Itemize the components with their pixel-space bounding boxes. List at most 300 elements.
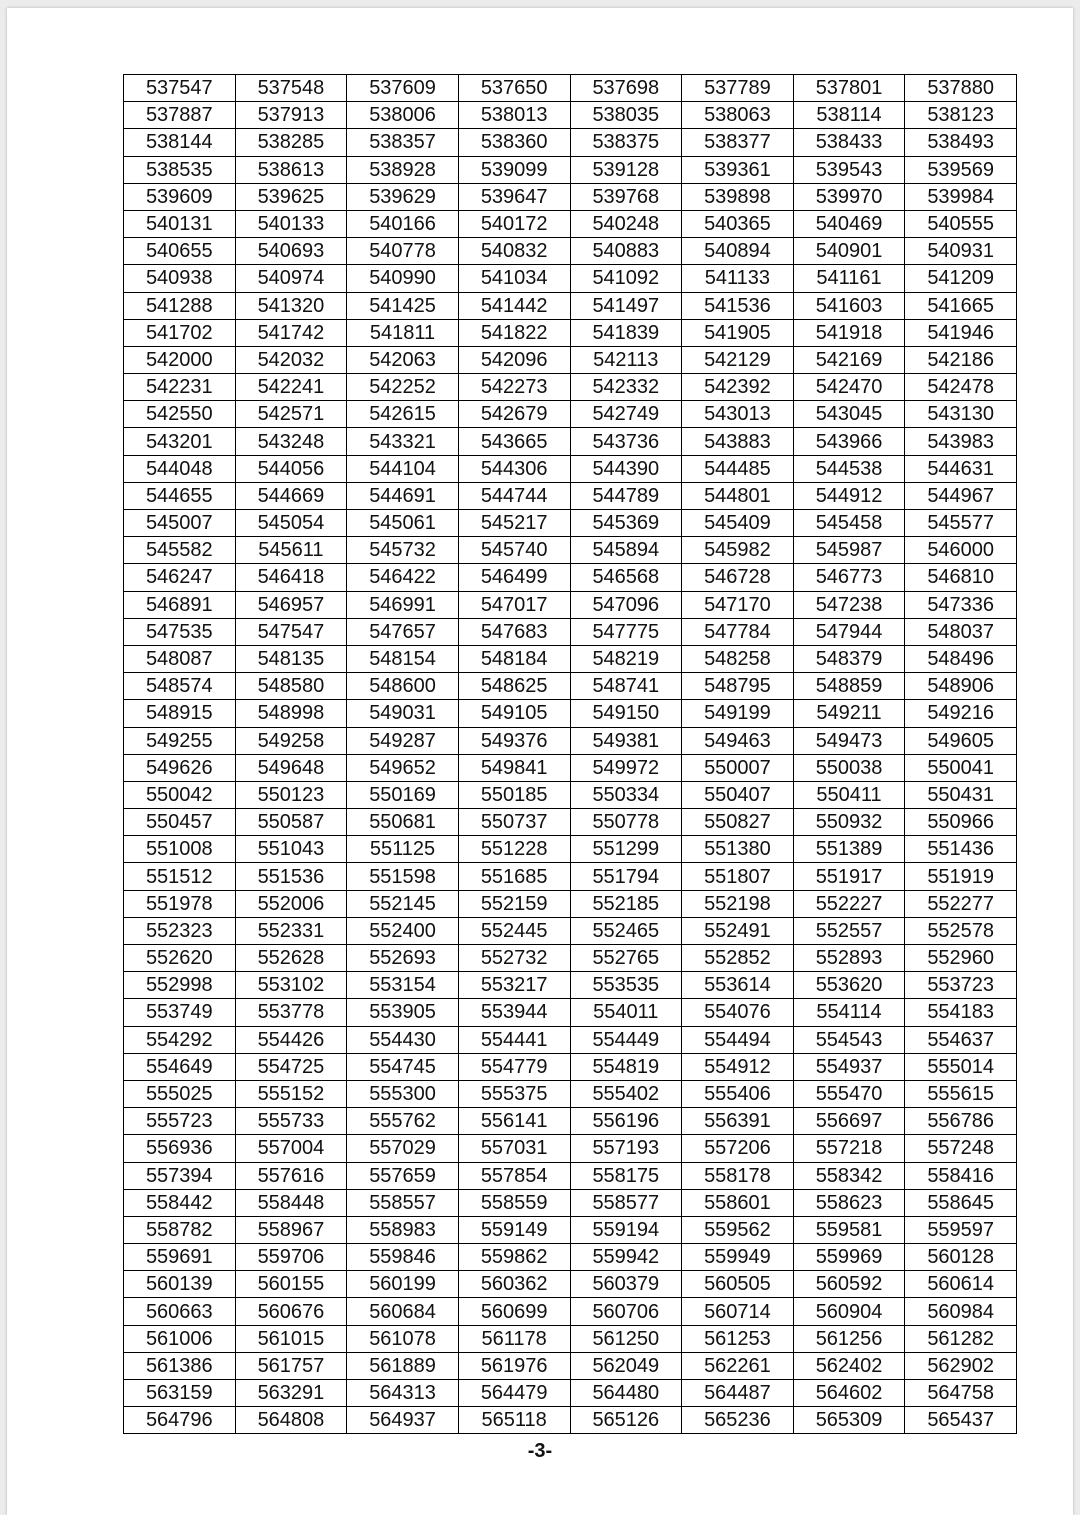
table-cell: 552277 [905, 890, 1017, 917]
table-cell: 557218 [793, 1135, 905, 1162]
table-cell: 541034 [458, 265, 570, 292]
table-cell: 554819 [570, 1053, 682, 1080]
table-cell: 550737 [458, 809, 570, 836]
table-cell: 552960 [905, 945, 1017, 972]
table-cell: 564479 [458, 1380, 570, 1407]
table-cell: 561250 [570, 1325, 682, 1352]
table-cell: 546568 [570, 564, 682, 591]
table-cell: 539984 [905, 183, 1017, 210]
table-cell: 549150 [570, 700, 682, 727]
table-cell: 545369 [570, 510, 682, 537]
table-cell: 554779 [458, 1053, 570, 1080]
table-cell: 563159 [124, 1380, 236, 1407]
table-cell: 555375 [458, 1080, 570, 1107]
table-cell: 538360 [458, 129, 570, 156]
table-cell: 548915 [124, 700, 236, 727]
table-cell: 541918 [793, 319, 905, 346]
table-cell: 561889 [347, 1352, 459, 1379]
table-cell: 537548 [235, 75, 347, 102]
table-cell: 564313 [347, 1380, 459, 1407]
table-cell: 544056 [235, 455, 347, 482]
table-cell: 546728 [682, 564, 794, 591]
table-cell: 561976 [458, 1352, 570, 1379]
table-cell: 545217 [458, 510, 570, 537]
table-cell: 548219 [570, 645, 682, 672]
table-cell: 546247 [124, 564, 236, 591]
table-cell: 542063 [347, 346, 459, 373]
table-cell: 560505 [682, 1271, 794, 1298]
table-cell: 556391 [682, 1108, 794, 1135]
table-cell: 557659 [347, 1162, 459, 1189]
table-row [124, 346, 1017, 373]
table-cell: 544631 [905, 455, 1017, 482]
table-cell: 538123 [905, 102, 1017, 129]
table-cell: 549652 [347, 754, 459, 781]
table-cell: 558645 [905, 1189, 1017, 1216]
table-cell: 550827 [682, 809, 794, 836]
table-cell: 543248 [235, 428, 347, 455]
table-row [124, 1080, 1017, 1107]
table-cell: 547336 [905, 591, 1017, 618]
table-cell: 550457 [124, 809, 236, 836]
table-cell: 549605 [905, 727, 1017, 754]
table-cell: 560362 [458, 1271, 570, 1298]
table-cell: 565437 [905, 1407, 1017, 1434]
table-cell: 551685 [458, 863, 570, 890]
table-cell: 557193 [570, 1135, 682, 1162]
table-cell: 549216 [905, 700, 1017, 727]
table-row [124, 455, 1017, 482]
table-cell: 560699 [458, 1298, 570, 1325]
table-cell: 552491 [682, 917, 794, 944]
table-cell: 554114 [793, 999, 905, 1026]
table-cell: 539569 [905, 156, 1017, 183]
table-cell: 543321 [347, 428, 459, 455]
table-cell: 550007 [682, 754, 794, 781]
table-cell: 561178 [458, 1325, 570, 1352]
table-cell: 558342 [793, 1162, 905, 1189]
table-cell: 542550 [124, 401, 236, 428]
table-row [124, 319, 1017, 346]
table-cell: 546810 [905, 564, 1017, 591]
table-row [124, 210, 1017, 237]
table-cell: 558559 [458, 1189, 570, 1216]
table-cell: 556697 [793, 1108, 905, 1135]
table-cell: 560676 [235, 1298, 347, 1325]
table-cell: 539361 [682, 156, 794, 183]
table-cell: 560155 [235, 1271, 347, 1298]
table-cell: 539629 [347, 183, 459, 210]
table-cell: 552159 [458, 890, 570, 917]
table-cell: 543130 [905, 401, 1017, 428]
table-cell: 555615 [905, 1080, 1017, 1107]
table-cell: 561282 [905, 1325, 1017, 1352]
table-cell: 541946 [905, 319, 1017, 346]
table-cell: 557206 [682, 1135, 794, 1162]
table-cell: 552693 [347, 945, 459, 972]
table-cell: 541320 [235, 292, 347, 319]
table-cell: 544691 [347, 482, 459, 509]
table-cell: 545894 [570, 537, 682, 564]
table-cell: 542332 [570, 374, 682, 401]
table-cell: 539128 [570, 156, 682, 183]
table-cell: 545987 [793, 537, 905, 564]
table-cell: 538013 [458, 102, 570, 129]
table-cell: 550411 [793, 781, 905, 808]
table-cell: 552227 [793, 890, 905, 917]
table-cell: 544669 [235, 482, 347, 509]
table-cell: 557029 [347, 1135, 459, 1162]
table-cell: 559706 [235, 1244, 347, 1271]
table-cell: 548580 [235, 673, 347, 700]
table-cell: 547170 [682, 591, 794, 618]
table-cell: 564480 [570, 1380, 682, 1407]
table-cell: 555025 [124, 1080, 236, 1107]
table-cell: 553217 [458, 972, 570, 999]
table-cell: 538006 [347, 102, 459, 129]
table-row [124, 999, 1017, 1026]
table-cell: 561253 [682, 1325, 794, 1352]
table-row [124, 482, 1017, 509]
table-cell: 548037 [905, 618, 1017, 645]
table-row [124, 754, 1017, 781]
table-cell: 560379 [570, 1271, 682, 1298]
table-cell: 550681 [347, 809, 459, 836]
table-cell: 554494 [682, 1026, 794, 1053]
table-cell: 556141 [458, 1108, 570, 1135]
table-cell: 554449 [570, 1026, 682, 1053]
table-cell: 548135 [235, 645, 347, 672]
table-row [124, 265, 1017, 292]
table-cell: 538535 [124, 156, 236, 183]
table-cell: 538114 [793, 102, 905, 129]
table-cell: 559691 [124, 1244, 236, 1271]
table-cell: 549473 [793, 727, 905, 754]
table-cell: 552331 [235, 917, 347, 944]
table-cell: 554912 [682, 1053, 794, 1080]
table-cell: 542000 [124, 346, 236, 373]
table-cell: 550041 [905, 754, 1017, 781]
table-cell: 549031 [347, 700, 459, 727]
table-cell: 537650 [458, 75, 570, 102]
table-cell: 558623 [793, 1189, 905, 1216]
table-cell: 538035 [570, 102, 682, 129]
table-row [124, 428, 1017, 455]
table-cell: 539099 [458, 156, 570, 183]
table-cell: 564796 [124, 1407, 236, 1434]
table-cell: 545458 [793, 510, 905, 537]
table-row [124, 863, 1017, 890]
table-cell: 558175 [570, 1162, 682, 1189]
table-cell: 550778 [570, 809, 682, 836]
table-cell: 558178 [682, 1162, 794, 1189]
table-cell: 539647 [458, 183, 570, 210]
table-cell: 555402 [570, 1080, 682, 1107]
table-cell: 559149 [458, 1216, 570, 1243]
table-cell: 557854 [458, 1162, 570, 1189]
table-cell: 545577 [905, 510, 1017, 537]
table-cell: 559846 [347, 1244, 459, 1271]
table-cell: 547096 [570, 591, 682, 618]
table-cell: 553620 [793, 972, 905, 999]
table-row [124, 809, 1017, 836]
table-cell: 537887 [124, 102, 236, 129]
table-cell: 545061 [347, 510, 459, 537]
table-cell: 546422 [347, 564, 459, 591]
table-cell: 552145 [347, 890, 459, 917]
table-cell: 545007 [124, 510, 236, 537]
table-cell: 538433 [793, 129, 905, 156]
table-cell: 538285 [235, 129, 347, 156]
table-row [124, 591, 1017, 618]
table-cell: 550123 [235, 781, 347, 808]
table-cell: 562261 [682, 1352, 794, 1379]
table-cell: 551389 [793, 836, 905, 863]
table-cell: 540693 [235, 238, 347, 265]
table-cell: 564602 [793, 1380, 905, 1407]
table-cell: 542186 [905, 346, 1017, 373]
table-cell: 548379 [793, 645, 905, 672]
table-cell: 544390 [570, 455, 682, 482]
table-cell: 549376 [458, 727, 570, 754]
table-cell: 557248 [905, 1135, 1017, 1162]
table-cell: 548087 [124, 645, 236, 672]
table-cell: 542252 [347, 374, 459, 401]
table-cell: 559969 [793, 1244, 905, 1271]
table-cell: 539970 [793, 183, 905, 210]
table-cell: 560614 [905, 1271, 1017, 1298]
table-cell: 560984 [905, 1298, 1017, 1325]
table-cell: 560128 [905, 1244, 1017, 1271]
table-cell: 539543 [793, 156, 905, 183]
table-cell: 544485 [682, 455, 794, 482]
table-cell: 542615 [347, 401, 459, 428]
table-cell: 537609 [347, 75, 459, 102]
table-cell: 552198 [682, 890, 794, 917]
table-cell: 554183 [905, 999, 1017, 1026]
table-cell: 549258 [235, 727, 347, 754]
table-cell: 544048 [124, 455, 236, 482]
table-cell: 541209 [905, 265, 1017, 292]
table-cell: 552465 [570, 917, 682, 944]
table-cell: 538144 [124, 129, 236, 156]
table-cell: 539609 [124, 183, 236, 210]
table-cell: 542129 [682, 346, 794, 373]
table-cell: 551807 [682, 863, 794, 890]
table-cell: 549841 [458, 754, 570, 781]
table-cell: 540655 [124, 238, 236, 265]
table-cell: 547657 [347, 618, 459, 645]
table-cell: 537698 [570, 75, 682, 102]
table-cell: 551978 [124, 890, 236, 917]
table-cell: 554426 [235, 1026, 347, 1053]
table-row [124, 129, 1017, 156]
table-cell: 553154 [347, 972, 459, 999]
table-cell: 552765 [570, 945, 682, 972]
table-cell: 545982 [682, 537, 794, 564]
table-cell: 540931 [905, 238, 1017, 265]
table-cell: 540248 [570, 210, 682, 237]
table-cell: 558577 [570, 1189, 682, 1216]
table-cell: 543966 [793, 428, 905, 455]
table-cell: 551228 [458, 836, 570, 863]
table-cell: 549287 [347, 727, 459, 754]
table-cell: 541442 [458, 292, 570, 319]
table-cell: 538063 [682, 102, 794, 129]
table-row [124, 102, 1017, 129]
table-cell: 554745 [347, 1053, 459, 1080]
table-cell: 550407 [682, 781, 794, 808]
table-cell: 563291 [235, 1380, 347, 1407]
table-cell: 549211 [793, 700, 905, 727]
table-cell: 548574 [124, 673, 236, 700]
table-cell: 561386 [124, 1352, 236, 1379]
table-cell: 564937 [347, 1407, 459, 1434]
table-cell: 546418 [235, 564, 347, 591]
table-cell: 551917 [793, 863, 905, 890]
table-cell: 552578 [905, 917, 1017, 944]
table-cell: 537547 [124, 75, 236, 102]
table-row [124, 1053, 1017, 1080]
table-cell: 554649 [124, 1053, 236, 1080]
table-cell: 559942 [570, 1244, 682, 1271]
table-row [124, 1189, 1017, 1216]
number-table-body [124, 75, 1017, 1434]
table-cell: 551299 [570, 836, 682, 863]
table-cell: 549255 [124, 727, 236, 754]
table-cell: 541133 [682, 265, 794, 292]
table-cell: 558601 [682, 1189, 794, 1216]
table-cell: 541161 [793, 265, 905, 292]
table-cell: 553723 [905, 972, 1017, 999]
table-cell: 555723 [124, 1108, 236, 1135]
table-cell: 542169 [793, 346, 905, 373]
table-cell: 538613 [235, 156, 347, 183]
table-cell: 540974 [235, 265, 347, 292]
table-cell: 565236 [682, 1407, 794, 1434]
table-cell: 555152 [235, 1080, 347, 1107]
table-cell: 553535 [570, 972, 682, 999]
table-cell: 537801 [793, 75, 905, 102]
table-cell: 558442 [124, 1189, 236, 1216]
table-cell: 565126 [570, 1407, 682, 1434]
table-row [124, 374, 1017, 401]
table-cell: 545732 [347, 537, 459, 564]
table-cell: 545054 [235, 510, 347, 537]
table-cell: 558416 [905, 1162, 1017, 1189]
table-cell: 540172 [458, 210, 570, 237]
table-cell: 540832 [458, 238, 570, 265]
table-cell: 564487 [682, 1380, 794, 1407]
table-cell: 540938 [124, 265, 236, 292]
table-cell: 540131 [124, 210, 236, 237]
table-cell: 553944 [458, 999, 570, 1026]
table-cell: 552006 [235, 890, 347, 917]
table-cell: 541425 [347, 292, 459, 319]
table-cell: 548496 [905, 645, 1017, 672]
table-cell: 564758 [905, 1380, 1017, 1407]
page-number: -3- [527, 1440, 553, 1462]
table-cell: 547535 [124, 618, 236, 645]
table-cell: 551436 [905, 836, 1017, 863]
table-cell: 560684 [347, 1298, 459, 1325]
table-cell: 541702 [124, 319, 236, 346]
table-cell: 539768 [570, 183, 682, 210]
table-cell: 554441 [458, 1026, 570, 1053]
table-cell: 540133 [235, 210, 347, 237]
table-cell: 539625 [235, 183, 347, 210]
table-row [124, 781, 1017, 808]
table-cell: 540555 [905, 210, 1017, 237]
table-cell: 555014 [905, 1053, 1017, 1080]
table-cell: 560904 [793, 1298, 905, 1325]
table-cell: 548998 [235, 700, 347, 727]
table-cell: 554637 [905, 1026, 1017, 1053]
table-cell: 542679 [458, 401, 570, 428]
table-cell: 550169 [347, 781, 459, 808]
table-cell: 538928 [347, 156, 459, 183]
table-cell: 556786 [905, 1108, 1017, 1135]
table-cell: 544912 [793, 482, 905, 509]
table-cell: 550185 [458, 781, 570, 808]
table-cell: 560199 [347, 1271, 459, 1298]
table-cell: 552998 [124, 972, 236, 999]
table-cell: 551125 [347, 836, 459, 863]
table-cell: 559949 [682, 1244, 794, 1271]
table-cell: 551043 [235, 836, 347, 863]
table-cell: 554937 [793, 1053, 905, 1080]
table-cell: 545409 [682, 510, 794, 537]
table-cell: 541603 [793, 292, 905, 319]
table-cell: 547238 [793, 591, 905, 618]
table-cell: 547547 [235, 618, 347, 645]
table-row [124, 700, 1017, 727]
table-row [124, 75, 1017, 102]
table-cell: 544306 [458, 455, 570, 482]
table-cell: 557004 [235, 1135, 347, 1162]
table-row [124, 401, 1017, 428]
table-cell: 542749 [570, 401, 682, 428]
table-row [124, 1026, 1017, 1053]
table-cell: 537913 [235, 102, 347, 129]
table-cell: 561078 [347, 1325, 459, 1352]
table-cell: 550038 [793, 754, 905, 781]
table-cell: 542392 [682, 374, 794, 401]
table-cell: 558782 [124, 1216, 236, 1243]
table-cell: 541288 [124, 292, 236, 319]
table-row [124, 1216, 1017, 1243]
table-row [124, 727, 1017, 754]
table-cell: 548184 [458, 645, 570, 672]
table-cell: 548625 [458, 673, 570, 700]
table-cell: 548741 [570, 673, 682, 700]
table-cell: 546891 [124, 591, 236, 618]
table-row [124, 1271, 1017, 1298]
table-cell: 550334 [570, 781, 682, 808]
table-cell: 558983 [347, 1216, 459, 1243]
table-cell: 550587 [235, 809, 347, 836]
table-cell: 541742 [235, 319, 347, 346]
table-cell: 541497 [570, 292, 682, 319]
table-cell: 561015 [235, 1325, 347, 1352]
table-row [124, 618, 1017, 645]
table-cell: 538377 [682, 129, 794, 156]
table-row [124, 1108, 1017, 1135]
table-cell: 541905 [682, 319, 794, 346]
table-cell: 548906 [905, 673, 1017, 700]
table-cell: 548154 [347, 645, 459, 672]
table-cell: 555733 [235, 1108, 347, 1135]
